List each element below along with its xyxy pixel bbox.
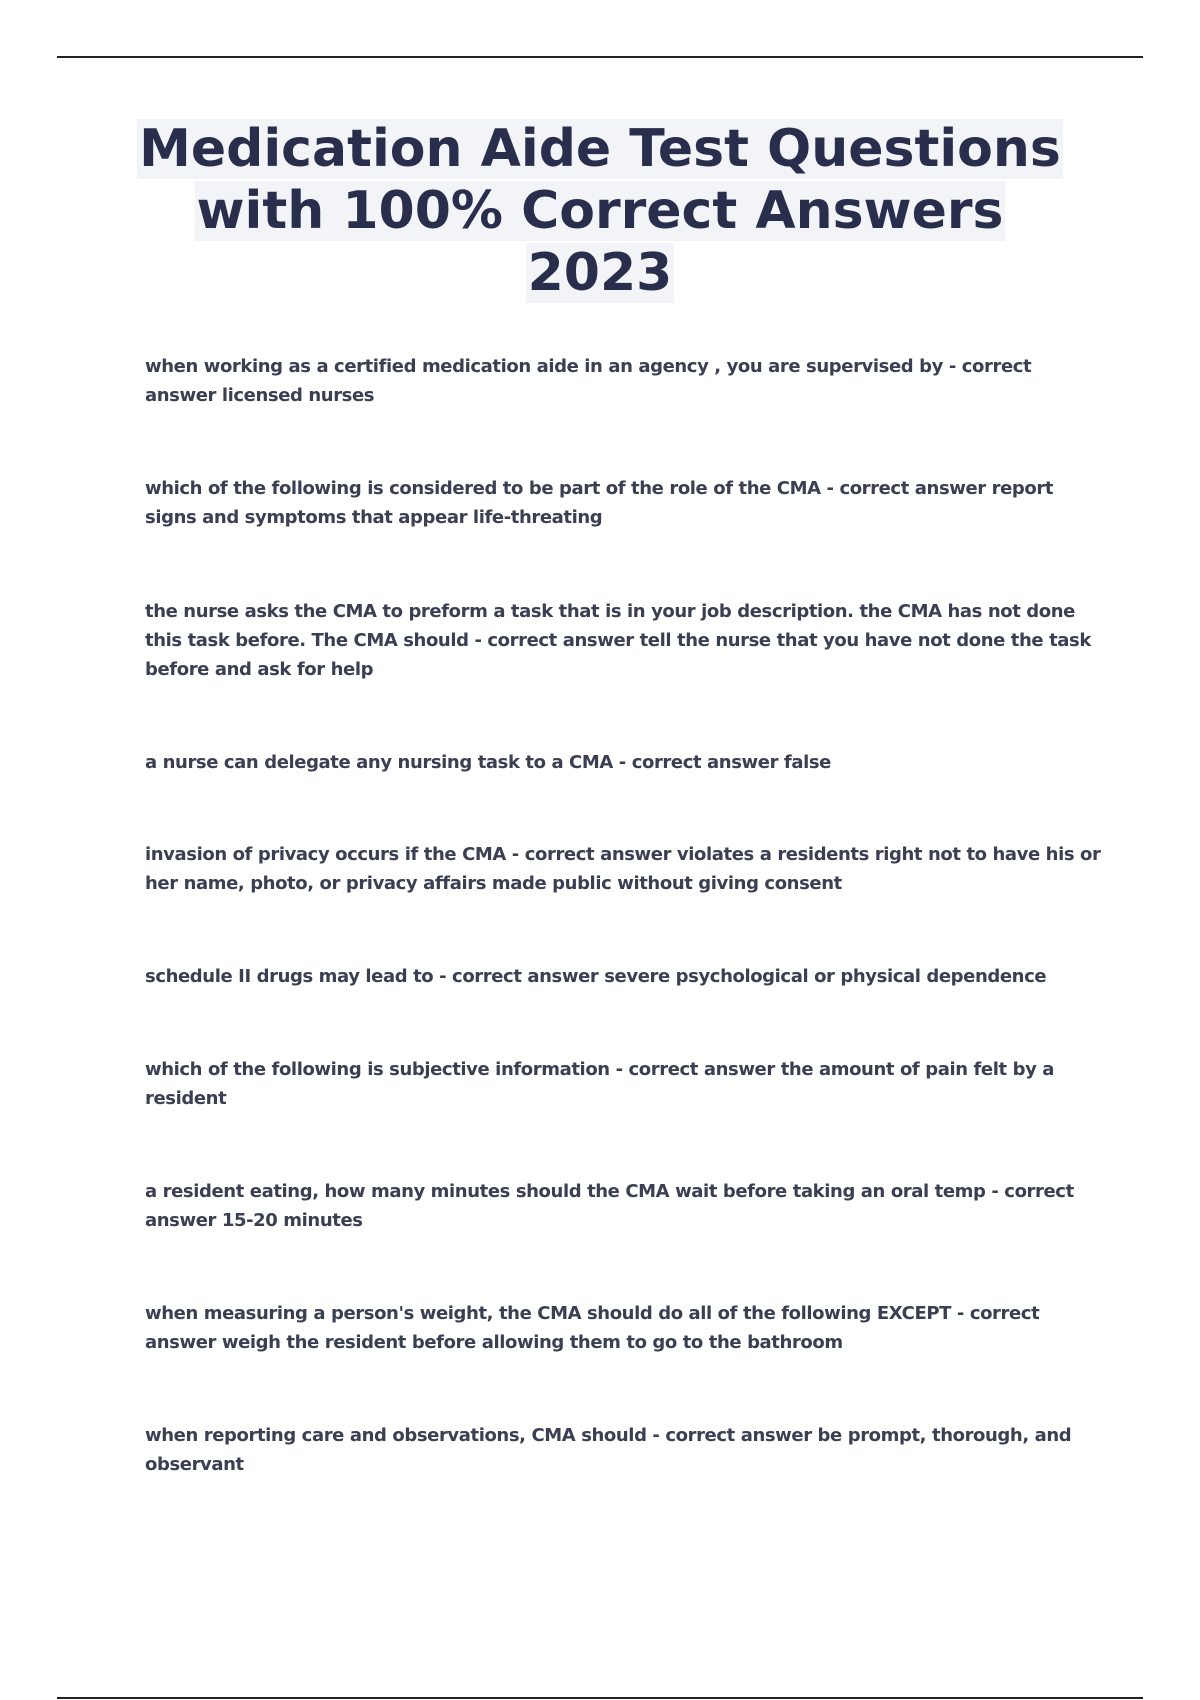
title-heading bbox=[100, 118, 1100, 304]
qa-item-9: when measuring a person's weight, the CMA should do all of the following EXCEPT - correct answer weigh the resident before allowing them to go to the bathroom bbox=[145, 1303, 1040, 1353]
title-line-1: Medication Aide Test Questions bbox=[139, 119, 1061, 179]
top-rule bbox=[57, 56, 1143, 58]
qa-item-8: a resident eating, how many minutes should the CMA wait before taking an oral temp - correct answer 15-20 minutes bbox=[145, 1181, 1074, 1231]
qa-item-3: the nurse asks the CMA to preform a task that is in your job description. the CMA has not done this task before. The CMA should - correct answer tell the nurse that you have not done the task before and ask for help bbox=[145, 601, 1091, 680]
title-line-2: with 100% Correct Answers bbox=[196, 181, 1004, 241]
qa-item-7: which of the following is subjective information - correct answer the amount of pain felt by a resident bbox=[145, 1059, 1055, 1109]
qa-item-5: invasion of privacy occurs if the CMA - correct answer violates a residents right not to have his or her name, photo, or privacy affairs made public without giving consent bbox=[145, 844, 1101, 894]
qa-item-1: when working as a certified medication aide in an agency , you are supervised by - correct answer licensed nurses bbox=[145, 356, 1032, 406]
qa-item-2: which of the following is considered to be part of the role of the CMA - correct answer report signs and symptoms that appear life-threating bbox=[145, 478, 1054, 528]
title-line-3: 2023 bbox=[527, 243, 673, 303]
qa-item-6: schedule II drugs may lead to - correct answer severe psychological or physical dependence bbox=[145, 966, 1047, 987]
qa-item-10: when reporting care and observations, CMA should - correct answer be prompt, thorough, and observant bbox=[145, 1425, 1072, 1475]
bottom-rule bbox=[57, 1697, 1143, 1699]
qa-item-4: a nurse can delegate any nursing task to a CMA - correct answer false bbox=[145, 752, 831, 773]
document-title bbox=[100, 118, 1100, 304]
